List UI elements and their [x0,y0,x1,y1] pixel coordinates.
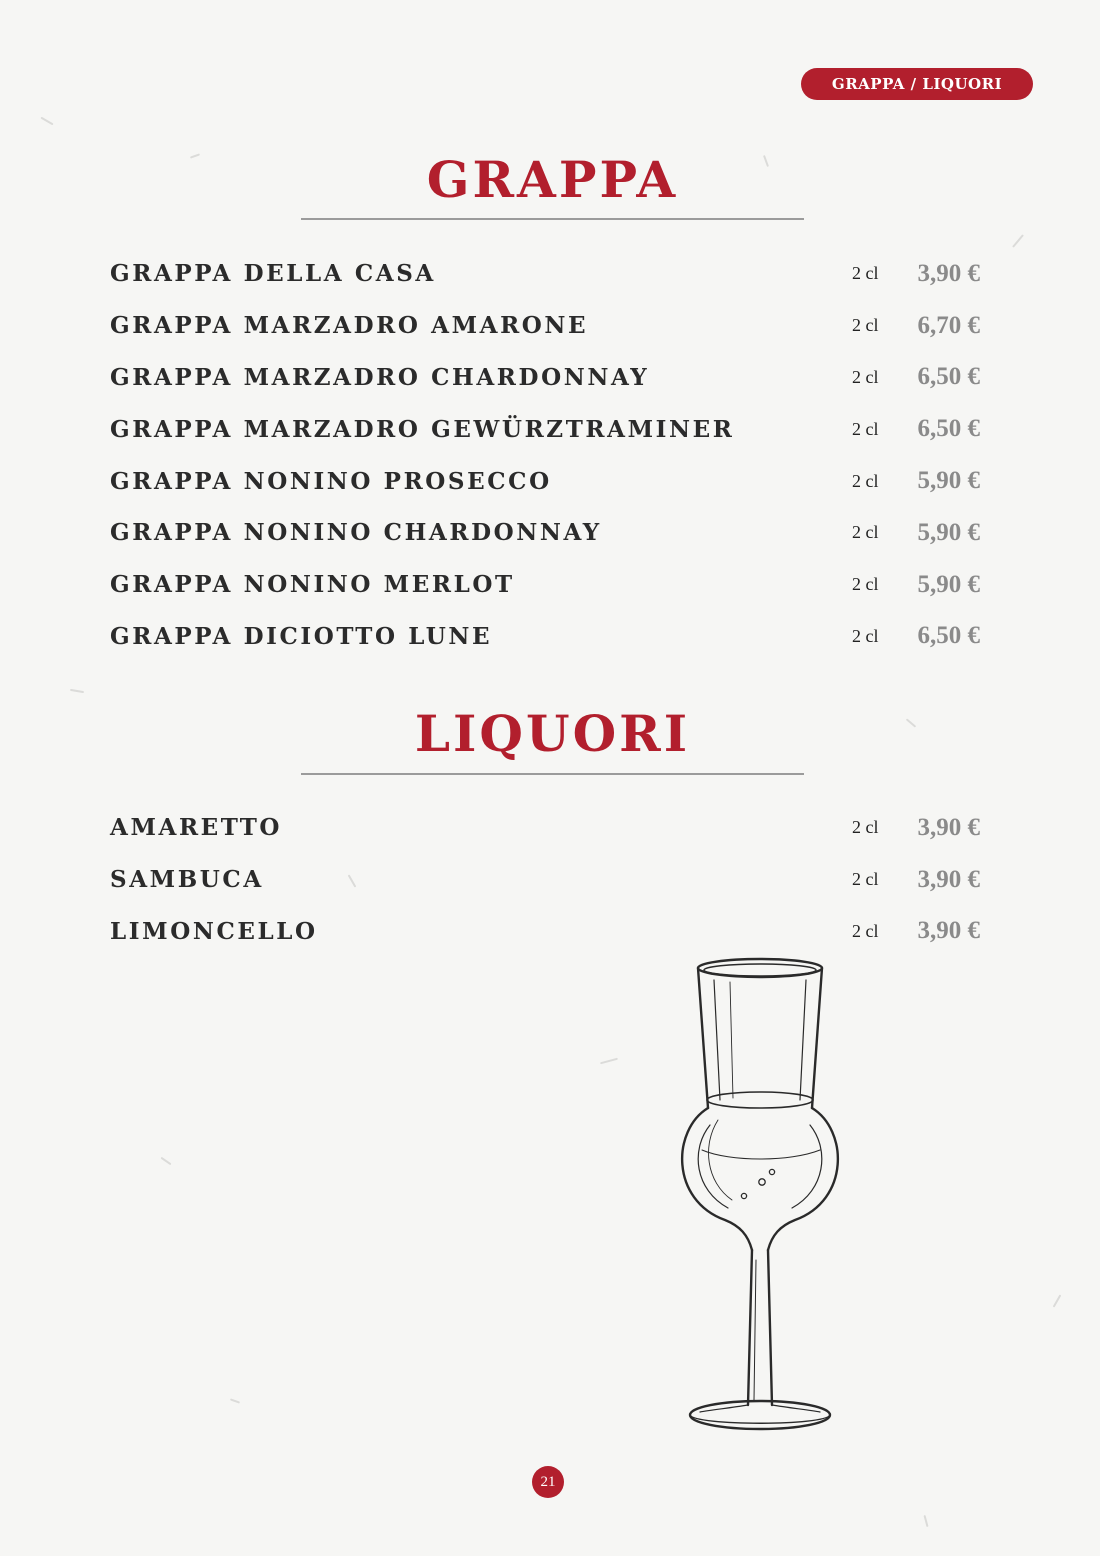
item-price: 5,90 € [917,467,980,495]
menu-item [110,352,980,404]
item-name: GRAPPA DELLA CASA [110,260,436,288]
item-size: 2 cl [852,366,879,387]
paper-speck [600,1058,618,1065]
item-name: LIMONCELLO [110,917,318,945]
paper-speck [70,689,84,693]
item-name: GRAPPA NONINO MERLOT [110,571,515,599]
item-name: GRAPPA MARZADRO GEWÜRZTRAMINER [110,415,735,443]
item-name: GRAPPA NONINO PROSECCO [110,467,552,495]
item-size: 2 cl [852,418,879,439]
liquori-list [110,802,980,957]
grappa-list [110,248,980,662]
item-name: AMARETTO [110,814,283,842]
paper-speck [190,153,200,158]
item-price: 6,50 € [917,415,980,443]
grappa-heading: GRAPPA [426,150,679,209]
menu-item [110,854,980,906]
paper-speck [1053,1294,1062,1307]
item-size: 2 cl [852,625,879,646]
item-size: 2 cl [852,574,879,595]
paper-speck [1012,234,1024,248]
menu-item [110,559,980,611]
item-size: 2 cl [852,315,879,336]
item-name: GRAPPA MARZADRO CHARDONNAY [110,363,650,391]
paper-speck [923,1515,928,1527]
menu-item [110,802,980,854]
item-price: 5,90 € [917,518,980,546]
grappa-glass-icon [670,950,850,1440]
item-size: 2 cl [852,263,879,284]
liquori-heading: LIQUORI [414,704,691,763]
item-price: 3,90 € [917,865,980,893]
paper-speck [230,1398,240,1403]
item-size: 2 cl [852,920,879,941]
menu-item [110,507,980,559]
item-size: 2 cl [852,522,879,543]
menu-item [110,248,980,300]
item-size: 2 cl [852,817,879,838]
paper-speck [906,718,916,727]
paper-speck [161,1157,172,1166]
item-price: 5,90 € [917,570,980,598]
item-size: 2 cl [852,470,879,491]
liquori-divider [301,773,804,775]
item-name: GRAPPA DICIOTTO LUNE [110,622,493,650]
menu-item [110,455,980,507]
section-tab-badge: GRAPPA / LIQUORI [801,68,1033,100]
menu-item [110,611,980,663]
menu-item [110,403,980,455]
menu-item [110,300,980,352]
paper-speck [40,117,53,126]
item-name: GRAPPA MARZADRO AMARONE [110,312,589,340]
item-price: 6,50 € [917,363,980,391]
item-price: 3,90 € [917,917,980,945]
item-price: 3,90 € [917,259,980,287]
page-number-badge: 21 [532,1466,564,1498]
item-price: 6,70 € [917,311,980,339]
item-name: GRAPPA NONINO CHARDONNAY [110,519,602,547]
grappa-divider [301,218,804,220]
item-name: SAMBUCA [110,866,264,894]
item-price: 3,90 € [917,813,980,841]
item-price: 6,50 € [917,622,980,650]
item-size: 2 cl [852,869,879,890]
